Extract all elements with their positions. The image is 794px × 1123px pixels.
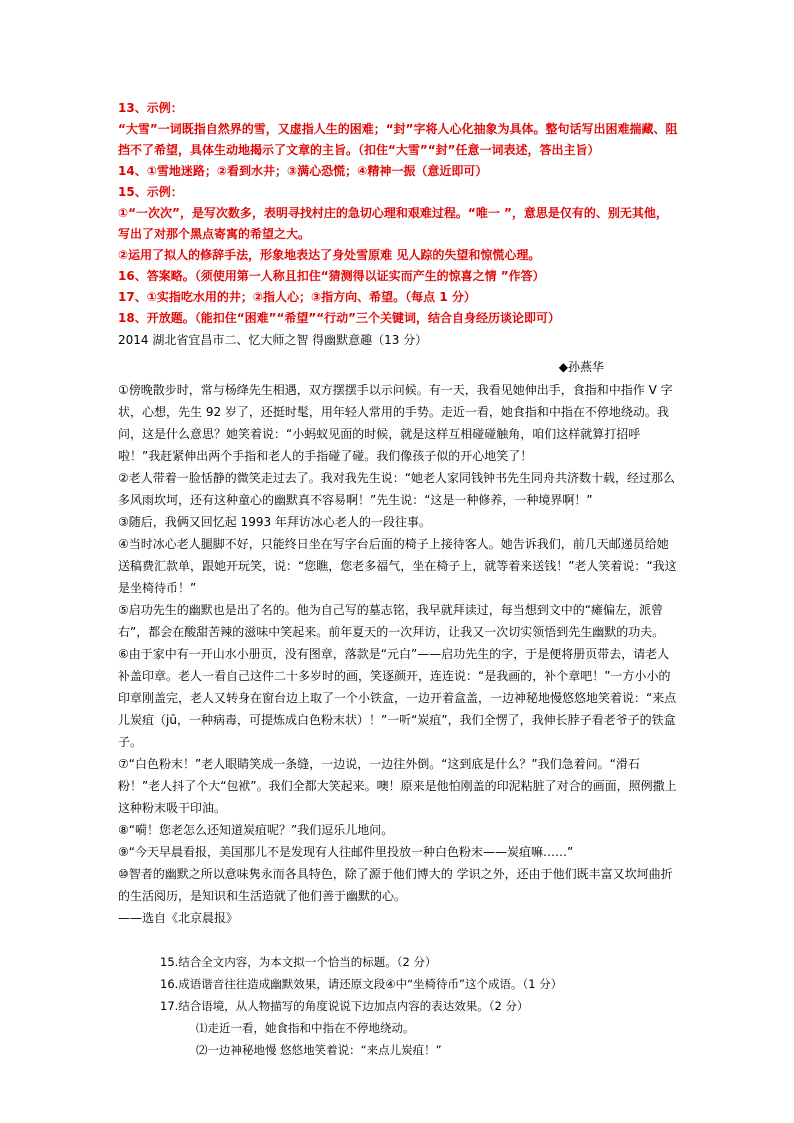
- paragraph-8: ⑧“嗬！您老怎么还知道炭疽呢？”我们逗乐儿地问。: [118, 823, 394, 837]
- answer-key: [118, 98, 678, 329]
- paragraph-6: ⑥由于家中有一开山水小册页，没有图章，落款是“元白”——启功先生的字，于是便将册页带去，请老人补盖印章。老人一看自己这件二十多岁时的画，笑逐颜开，连连说：“是我画的，补个章吧！”一方小小的印章刚盖完，老人又转身在窗台边上取了一个小铁盒，一边开着盒盖，一边神秘地慢悠悠地笑着说：“来点儿炭疽（jū，一种病毒，可提炼成白色粉末状）！”一听“炭疽”，我们全愣了，我伸长脖子看老爷子的铁盒子。: [118, 647, 677, 749]
- answer-18: 18、开放题。（能扣住“困难”“希望”“行动”三个关键词，结合自身经历谈论即可）: [118, 311, 561, 325]
- answer-13-body: “大雪”一词既指自然界的雪，又虚指人生的困难；“封”字将人心化抽象为具体。整句话写出困难揣藏、阻挡不了希望，具体生动地揭示了文章的主旨。（扣住“大雪”“封”任意一词表述，答出主旨）: [118, 122, 678, 157]
- answer-16: 16、答案略。（须使用第一人称且扣住“猜测得以证实而产生的惊喜之情 ”作答）: [118, 269, 545, 283]
- article-source: ——选自《北京晨报》: [118, 911, 239, 925]
- answer-15-point-2: ②运用了拟人的修辞手法，形象地表达了身处雪原难 见人踪的失望和惊慌心理。: [118, 248, 541, 262]
- article-heading: 2014 湖北省宜昌市二、忆大师之智 得幽默意趣（13 分）: [118, 333, 428, 347]
- paragraph-1: ①傍晚散步时，常与杨绛先生相遇，双方摆摆手以示问候。有一天，我看见她伸出手，食指和中指作 V 字状，心想，先生 92 岁了，还挺时髦，用年轻人常用的手势。走近一看，她食指和中指在不停地绕动。我问，这是什么意思？她笑着说：“小蚂蚁见面的时候，就是这样互相碰碰触角，咱们这样就算打招呼啦！”我赶紧伸出两个手指和老人的手指碰了碰。我们像孩子似的开心地笑了！: [118, 383, 673, 463]
- question-15: 15.结合全文内容，为本文拟一个恰当的标题。（2 分）: [160, 955, 437, 969]
- answer-15-label: 15、示例：: [118, 185, 183, 199]
- paragraph-2: ②老人带着一脸恬静的微笑走过去了。我对我先生说：“她老人家同钱钟书先生同舟共济数十载，经过那么多风雨坎坷，还有这种童心的幽默真不容易啊！”先生说：“这是一种修养，一种境界啊！”: [118, 471, 675, 507]
- question-list: [118, 951, 678, 1061]
- answer-17: 17、①实指吃水用的井；②指人心；③指方向、希望。（每点 1 分）: [118, 290, 476, 304]
- answer-14: 14、①雪地迷路；②看到水井；③满心恐慌；④精神一振（意近即可）: [118, 164, 488, 178]
- article-body: [118, 379, 678, 907]
- answer-13-label: 13、示例：: [118, 101, 183, 115]
- paragraph-3: ③随后，我俩又回忆起 1993 年拜访冰心老人的一段往事。: [118, 515, 431, 529]
- question-16: 16.成语谐音往往造成幽默效果，请还原文段④中“坐椅待币”这个成语。（1 分）: [160, 977, 563, 991]
- question-17: 17.结合语境，从人物描写的角度说说下边加点内容的表达效果。（2 分）: [160, 999, 529, 1013]
- paragraph-4: ④当时冰心老人腿脚不好，只能终日坐在写字台后面的椅子上接待客人。她告诉我们，前几天邮递员给她送稿费汇款单，跟她开玩笑，说：“您瞧，您老多福气，坐在椅子上，就等着来送钱！”老人笑着说：“我这是坐椅待币！”: [118, 537, 677, 595]
- paragraph-5: ⑤启功先生的幽默也是出了名的。他为自己写的墓志铭，我早就拜读过，每当想到文中的“瘫偏左，派曾右”，都会在酸甜苦辣的滋味中笑起来。前年夏天的一次拜访，让我又一次切实领悟到先生幽默的功夫。: [118, 603, 665, 639]
- answer-15-point-1: ①“一次次”，是写次数多，表明寻找村庄的急切心理和艰难过程。“唯一 ”，意思是仅有的、别无其他，写出了对那个黑点寄寓的希望之大。: [118, 206, 668, 241]
- question-17-item-2: ⑵一边神秘地慢 悠悠地笑着说：“来点儿炭疽！”: [196, 1043, 442, 1057]
- paragraph-9: ⑨“今天早晨看报，美国那儿不是发现有人往邮件里投放一种白色粉末——炭疽嘛……”: [118, 845, 574, 859]
- paragraph-10: ⑩智者的幽默之所以意味隽永而各具特色，除了源于他们博大的 学识之外，还由于他们既丰富又坎坷曲折的生活阅历，是知识和生活造就了他们善于幽默的心。: [118, 867, 673, 903]
- question-17-item-1: ⑴走近一看，她食指和中指在不停地绕动。: [196, 1021, 415, 1035]
- document-page: [118, 98, 678, 1061]
- article-author: ◆孙燕华: [558, 360, 604, 374]
- paragraph-7: ⑦“白色粉末！”老人眼睛笑成一条缝，一边说，一边往外倒。“这到底是什么？”我们急着问。“滑石粉！”老人抖了个大“包袱”。我们全都大笑起来。噢！原来是他怕刚盖的印泥粘脏了对合的画面，照例撒上这种粉末吸干印油。: [118, 757, 677, 815]
